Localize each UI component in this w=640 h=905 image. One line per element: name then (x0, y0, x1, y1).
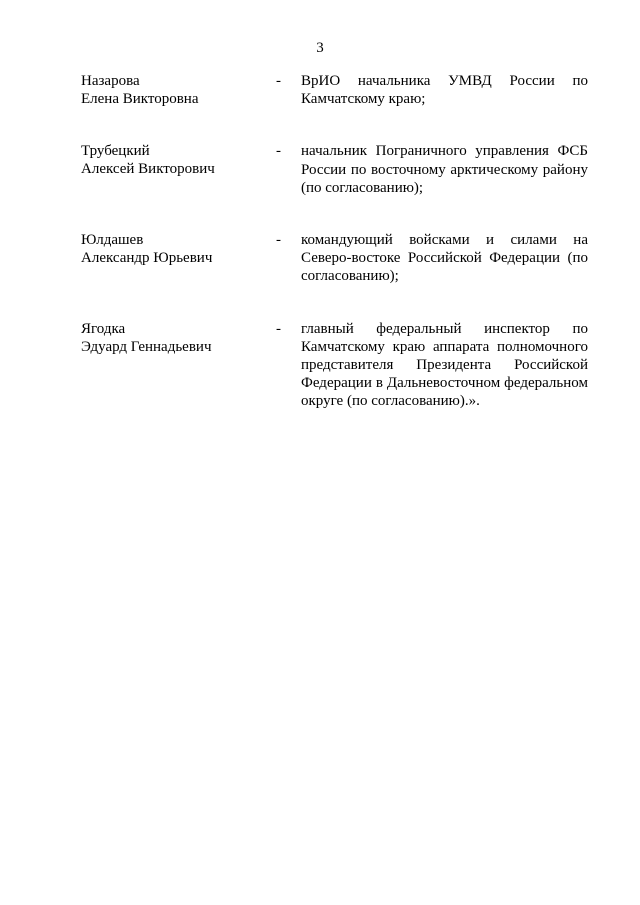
separator-dash: - (276, 73, 281, 89)
member-name (81, 231, 276, 286)
member-position: главный федеральный инспектор по Камчатскому краю аппарата полномочного представителя Президента Российской Федерации в Дальневосточном федеральном округе (по согласованию).». (301, 320, 588, 410)
member-surname: Назарова (81, 73, 140, 89)
member-given-names: Александр Юрьевич (81, 250, 213, 267)
member-given-names: Елена Викторовна (81, 91, 199, 107)
member-given-names: Эдуард Геннадьевич (81, 338, 212, 355)
member-position: начальник Пограничного управления ФСБ России по восточному арктическому району (по согласованию); (301, 143, 588, 196)
list-item (81, 320, 591, 411)
member-position: ВрИО начальника УМВД России по Камчатскому краю; (301, 73, 588, 108)
member-name (81, 142, 276, 197)
member-name (81, 320, 276, 411)
member-surname: Трубецкий (81, 143, 150, 160)
member-name (81, 72, 276, 108)
list-item (81, 142, 591, 197)
list-item (81, 231, 591, 286)
separator-dash: - (276, 143, 281, 160)
member-position: командующий войсками и силами на Северо-востоке Российской Федерации (по согласованию); (301, 232, 588, 285)
separator-dash: - (276, 232, 281, 249)
members-list (81, 72, 591, 445)
separator-dash: - (276, 320, 281, 337)
list-item (81, 72, 591, 108)
member-surname: Ягодка (81, 320, 126, 337)
page-number: 3 (316, 40, 324, 56)
member-surname: Юлдашев (81, 232, 144, 249)
member-given-names: Алексей Викторович (81, 161, 215, 178)
